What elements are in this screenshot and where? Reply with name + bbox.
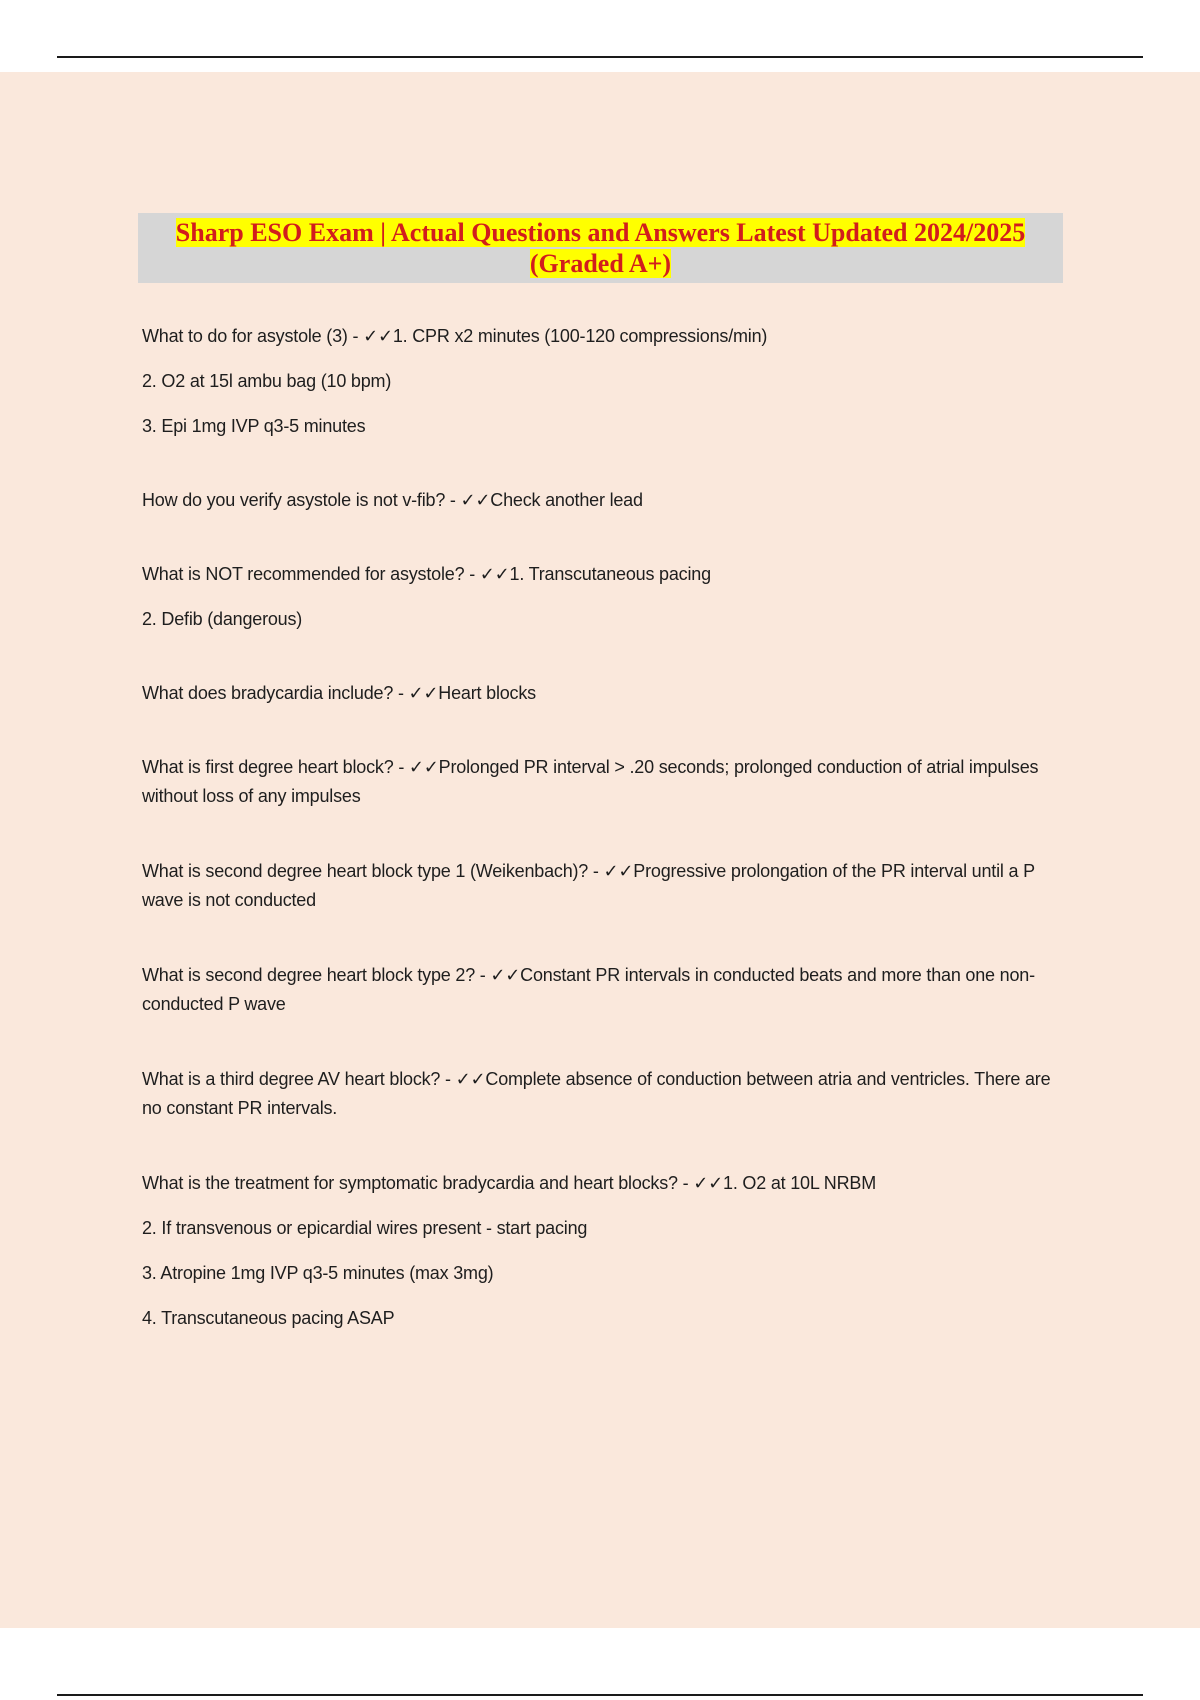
document-title-line-1: Sharp ESO Exam | Actual Questions and Answers Latest Updated 2024/2025	[175, 218, 1026, 247]
qa-item	[142, 560, 1062, 633]
qa-item	[142, 961, 1062, 1019]
qa-line: What is the treatment for symptomatic bradycardia and heart blocks? - ✓✓1. O2 at 10L NRBM	[142, 1173, 877, 1193]
document-title-line-2: (Graded A+)	[529, 249, 672, 278]
qa-item	[142, 322, 1062, 440]
qa-line: 4. Transcutaneous pacing ASAP	[142, 1308, 395, 1328]
qa-line: What does bradycardia include? - ✓✓Heart blocks	[142, 683, 536, 703]
qa-line: What is first degree heart block? - ✓✓Prolonged PR interval > .20 seconds; prolonged conduction of atrial impulses without loss of any impulses	[142, 757, 1039, 806]
qa-line: What is a third degree AV heart block? - ✓✓Complete absence of conduction between atria and ventricles. There are no constant PR intervals.	[142, 1069, 1051, 1118]
qa-line: What is second degree heart block type 1 (Weikenbach)? - ✓✓Progressive prolongation of the PR interval until a P wave is not conducted	[142, 861, 1035, 910]
qa-item	[142, 1169, 1062, 1332]
qa-line: What to do for asystole (3) - ✓✓1. CPR x2 minutes (100-120 compressions/min)	[142, 326, 768, 346]
qa-line: 2. If transvenous or epicardial wires present - start pacing	[142, 1218, 588, 1238]
top-rule	[57, 56, 1143, 58]
qa-line: 3. Atropine 1mg IVP q3-5 minutes (max 3mg)	[142, 1263, 494, 1283]
qa-list	[142, 322, 1062, 1378]
page-content-area	[0, 72, 1200, 1628]
qa-item	[142, 486, 1062, 514]
qa-line: 2. Defib (dangerous)	[142, 609, 303, 629]
qa-item	[142, 1065, 1062, 1123]
qa-line: 3. Epi 1mg IVP q3-5 minutes	[142, 416, 366, 436]
qa-line: What is second degree heart block type 2? - ✓✓Constant PR intervals in conducted beats and more than one non-conducted P wave	[142, 965, 1035, 1014]
qa-item	[142, 857, 1062, 915]
qa-line: How do you verify asystole is not v-fib? - ✓✓Check another lead	[142, 490, 643, 510]
bottom-rule	[57, 1694, 1143, 1696]
qa-line: What is NOT recommended for asystole? - ✓✓1. Transcutaneous pacing	[142, 564, 711, 584]
qa-item	[142, 679, 1062, 707]
qa-line: 2. O2 at 15l ambu bag (10 bpm)	[142, 371, 392, 391]
qa-item	[142, 753, 1062, 811]
title-banner	[138, 213, 1063, 283]
